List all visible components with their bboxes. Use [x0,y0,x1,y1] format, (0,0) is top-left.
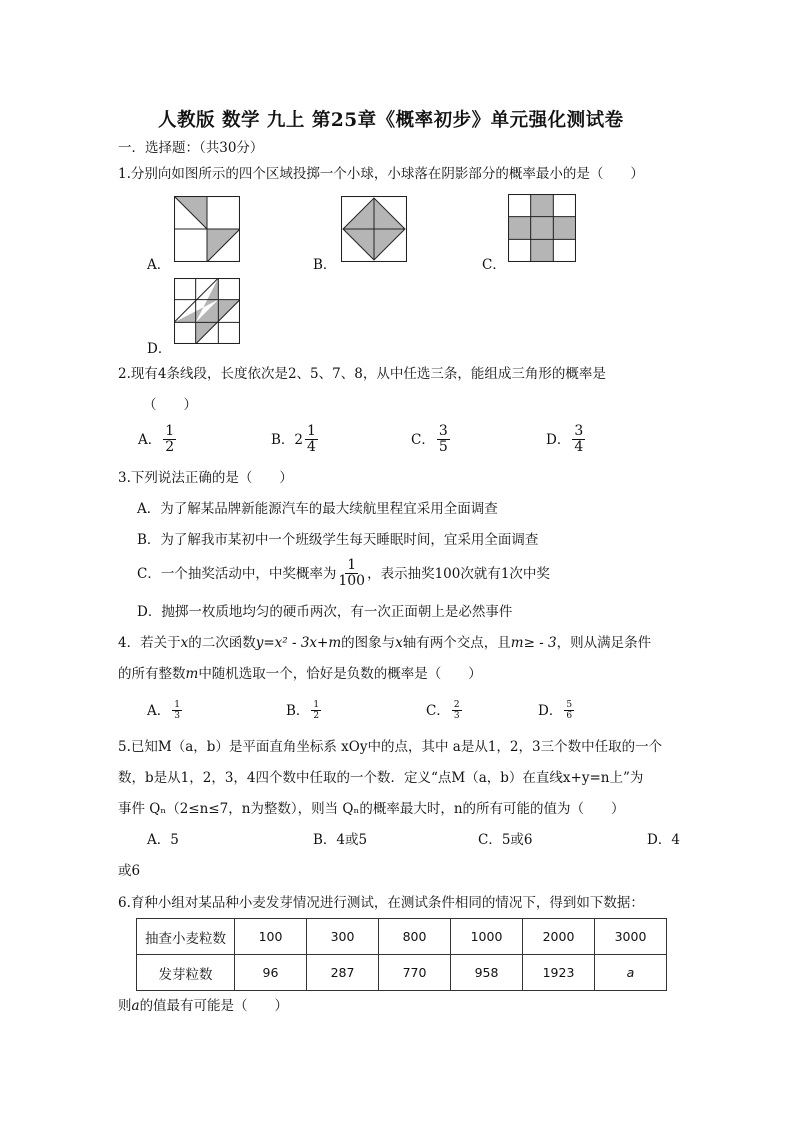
q3-option-c: C．一个抽奖活动中，中奖概率为 $\frac{1}{100}$ ，表示抽奖100次就有1次中奖 [137,557,550,589]
q3-option-c-fraction: $\frac{1}{100}$ [338,557,366,589]
table-row [137,919,667,955]
q1-option-d-label: D． [147,341,172,357]
q2-option-b-fraction: $\frac{1}{4}$ [307,423,316,455]
question-2-stem: 2.现有4条线段，长度依次是2、5、7、8，从中任选三条，能组成三角形的概率是 [118,366,606,382]
table-header-cell: 抽查小麦粒数 [137,919,235,955]
question-5-line-2: 数，b是从1，2，3，4四个数中任取的一个数．定义“点M（a，b）在直线x+y=n上”为 [118,770,644,786]
question-4-line-1: 4．若关于x的二次函数y=x² - 3x+m的图象与x轴有两个交点，且m≥ - 3，则从满足条件 [118,635,652,651]
question-6-after: 则a的值最有可能是（ ） [118,998,289,1014]
page-title: 人教版 数学 九上 第25章《概率初步》单元强化测试卷 [158,110,624,131]
q2-option-a [138,424,178,455]
q2-option-a-fraction: $\frac{1}{2}$ [165,423,175,455]
q1-option-a-label: A． [147,257,171,273]
q2-option-b-label: B． [271,431,295,448]
q2-option-d [546,424,587,455]
question-2-paren: （ ） [143,397,197,413]
q4-option-d: D． $\frac{5}{6}$ [538,700,573,721]
q5-option-b: B．4或5 [313,832,368,848]
table-cell: 1923 [523,955,595,991]
q5-option-d-wrap: 或6 [118,863,141,879]
q5-option-d: D．4 [647,832,680,848]
q1-figure-c [508,194,576,262]
table-cell: 2000 [523,919,595,955]
question-5-line-3: 事件 Qₙ（2≤n≤7，n为整数），则当 Qₙ的概率最大时，n的所有可能的值为（ ） [118,801,625,817]
q3-option-a: A．为了解某品牌新能源汽车的最大续航里程宜采用全面调查 [137,501,498,517]
table-cell: 3000 [595,919,667,955]
q2-option-b-whole: 2 [294,431,304,448]
table-cell: 287 [307,955,379,991]
table-cell: 770 [379,955,451,991]
q2-option-a-label: A． [138,431,162,448]
table-cell: 100 [235,919,307,955]
q4-option-c: C． $\frac{2}{3}$ [426,700,460,721]
q1-figure-a [174,196,240,262]
table-cell: 800 [379,919,451,955]
q2-option-d-fraction: $\frac{3}{4}$ [574,423,584,455]
question-5-line-1: 5.已知M（a，b）是平面直角坐标系 xOy中的点，其中 a是从1，2，3三个数中任取的一个 [118,739,663,755]
table-header-cell: 发芽粒数 [137,955,235,991]
q4-option-a: A． $\frac{1}{3}$ [147,700,180,721]
q5-option-c: C．5或6 [478,832,533,848]
question-6-stem: 6.育种小组对某品种小麦发芽情况进行测试，在测试条件相同的情况下，得到如下数据： [118,895,644,911]
q1-figure-d [174,278,240,344]
table-row [137,955,667,991]
table-cell: 958 [451,955,523,991]
table-cell: a [595,955,667,991]
table-cell: 1000 [451,919,523,955]
question-1-stem: 1.分别向如图所示的四个区域投掷一个小球，小球落在阴影部分的概率最小的是（ ） [118,166,644,182]
q4-option-b: B． $\frac{1}{2}$ [286,700,320,721]
table-cell: 96 [235,955,307,991]
q3-option-b: B．为了解我市某初中一个班级学生每天睡眠时间，宜采用全面调查 [137,532,539,548]
q2-option-b [271,424,320,455]
table-cell: 300 [307,919,379,955]
q3-option-d: D．抛掷一枚质地均匀的硬币两次，有一次正面朝上是必然事件 [137,604,513,620]
q1-option-b-label: B． [313,257,337,273]
section-header: 一．选择题：（共30分） [118,140,264,156]
q1-figure-b [341,196,407,262]
q2-option-c [411,424,452,455]
question-3-stem: 3.下列说法正确的是（ ） [118,470,293,486]
q1-option-c-label: C． [482,257,506,273]
question-4-line-2: 的所有整数m中随机选取一个，恰好是负数的概率是（ ） [118,666,482,682]
germination-table [136,918,667,991]
q5-option-a: A．5 [147,832,179,848]
q2-option-d-label: D． [546,431,571,448]
q2-option-c-fraction: $\frac{3}{5}$ [438,423,448,455]
q2-option-c-label: C． [411,431,435,448]
